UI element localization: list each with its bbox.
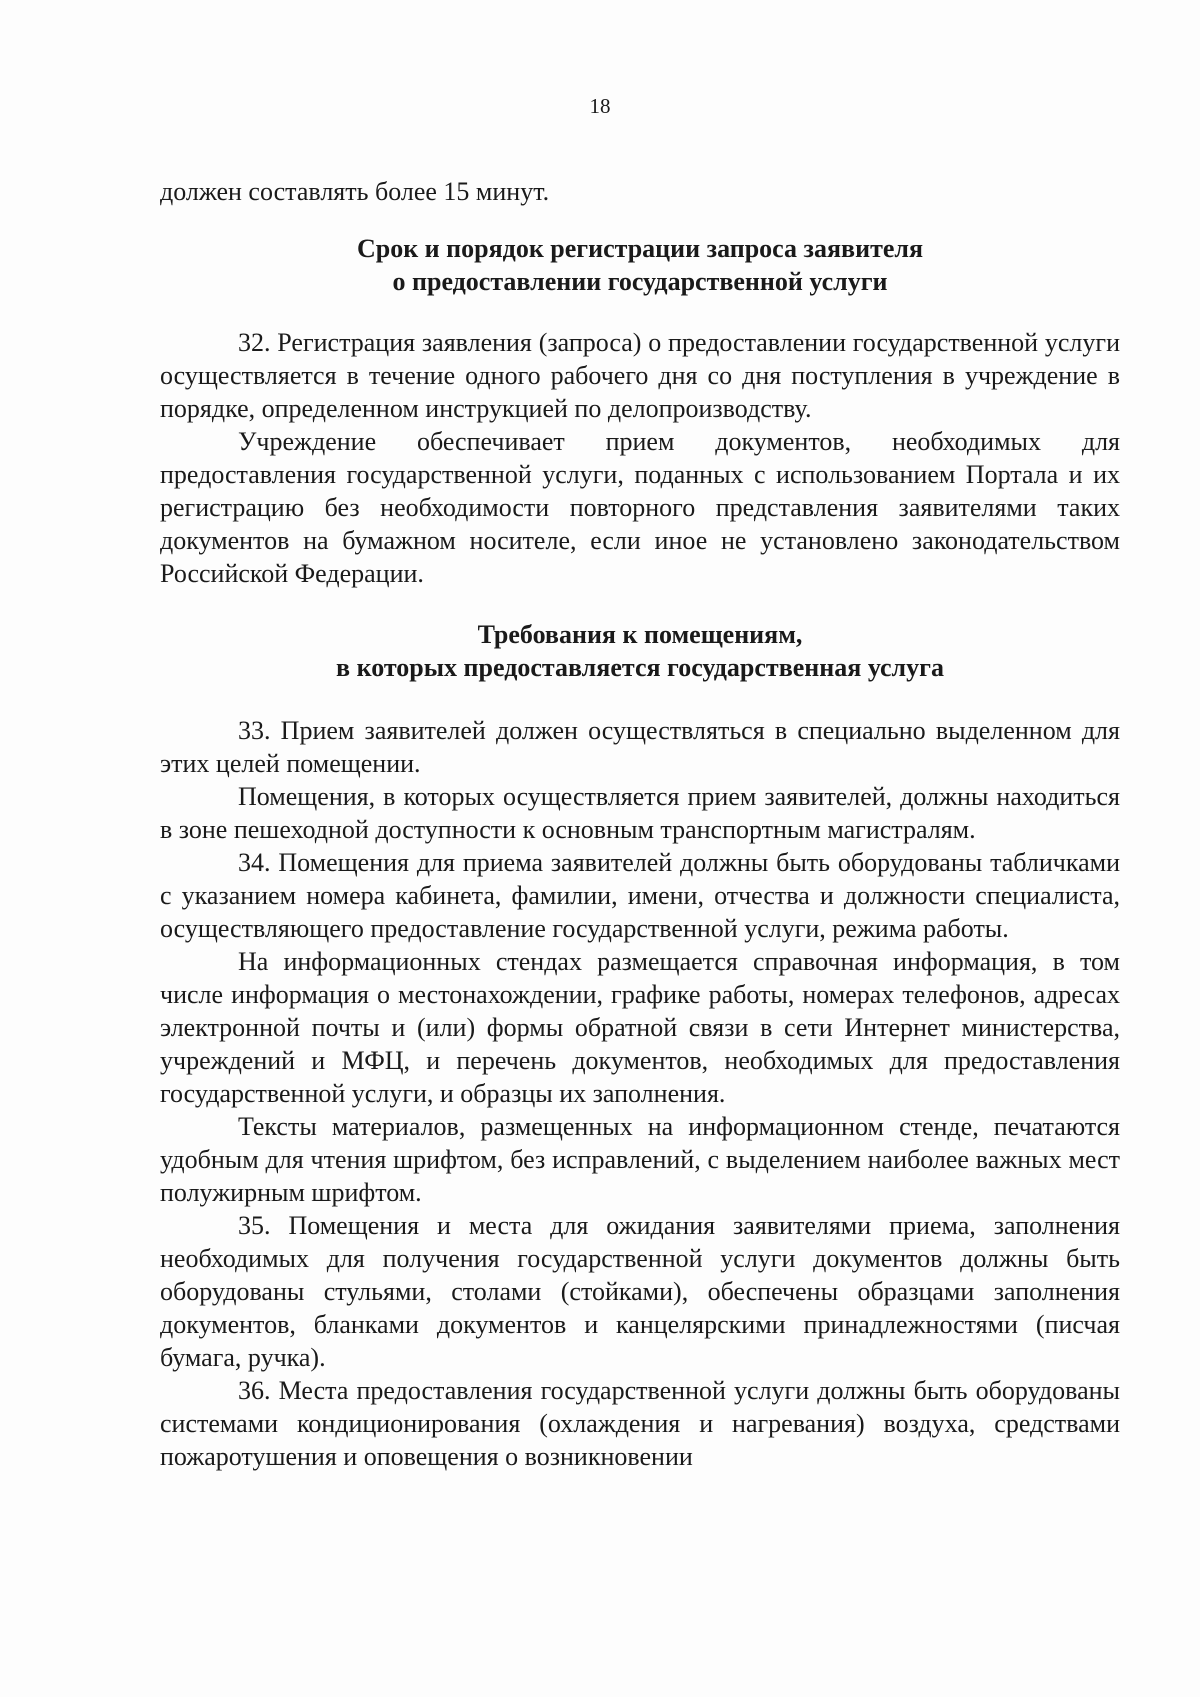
section-heading-line: в которых предоставляется государственная услуга (336, 653, 944, 682)
paragraph: 34. Помещения для приема заявителей должны быть оборудованы табличками с указанием номера кабинета, фамилии, имени, отчества и должности специалиста, осуществляющего предоставление государственной услуги, режима работы. (160, 848, 1120, 943)
section-heading-line: Срок и порядок регистрации запроса заявителя (356, 234, 924, 263)
paragraph-continuation: должен составлять более 15 минут. (160, 177, 550, 206)
page-number: 18 (589, 94, 611, 118)
paragraph: Тексты материалов, размещенных на информационном стенде, печатаются удобным для чтения шрифтом, без исправлений, с выделением наиболее важных мест полужирным шрифтом. (160, 1112, 1120, 1207)
paragraph: На информационных стендах размещается справочная информация, в том числе информация о местонахождении, графике работы, номерах телефонов, адресах электронной почты и (или) формы обратной связи в сети Интернет министерства, учреждений и МФЦ, и перечень документов, необходимых для предоставления государственной услуги, и образцы их заполнения. (160, 947, 1120, 1108)
paragraph: 36. Места предоставления государственной услуги должны быть оборудованы системами кондиционирования (охлаждения и нагревания) воздуха, средствами пожаротушения и оповещения о возникновении (160, 1376, 1120, 1471)
document-body (160, 175, 1120, 1473)
paragraph: 35. Помещения и места для ожидания заявителями приема, заполнения необходимых для получения государственной услуги документов должны быть оборудованы стульями, столами (стойками), обеспечены образцами заполнения документов, бланками документов и канцелярскими принадлежностями (писчая бумага, ручка). (160, 1211, 1120, 1372)
paragraph: 33. Прием заявителей должен осуществляться в специально выделенном для этих целей помещении. (160, 716, 1120, 778)
section-heading-line: Требования к помещениям, (477, 620, 803, 649)
section-heading-line: о предоставлении государственной услуги (392, 267, 888, 296)
paragraph: 32. Регистрация заявления (запроса) о предоставлении государственной услуги осуществляется в течение одного рабочего дня со дня поступления в учреждение в порядке, определенном инструкцией по делопроизводству. (160, 328, 1120, 423)
paragraph: Помещения, в которых осуществляется прием заявителей, должны находиться в зоне пешеходной доступности к основным транспортным магистралям. (160, 782, 1120, 844)
paragraph: Учреждение обеспечивает прием документов, необходимых для предоставления государственной услуги, поданных с использованием Портала и их регистрацию без необходимости повторного представления заявителями таких документов на бумажном носителе, если иное не установлено законодательством Российской Федерации. (160, 427, 1120, 588)
